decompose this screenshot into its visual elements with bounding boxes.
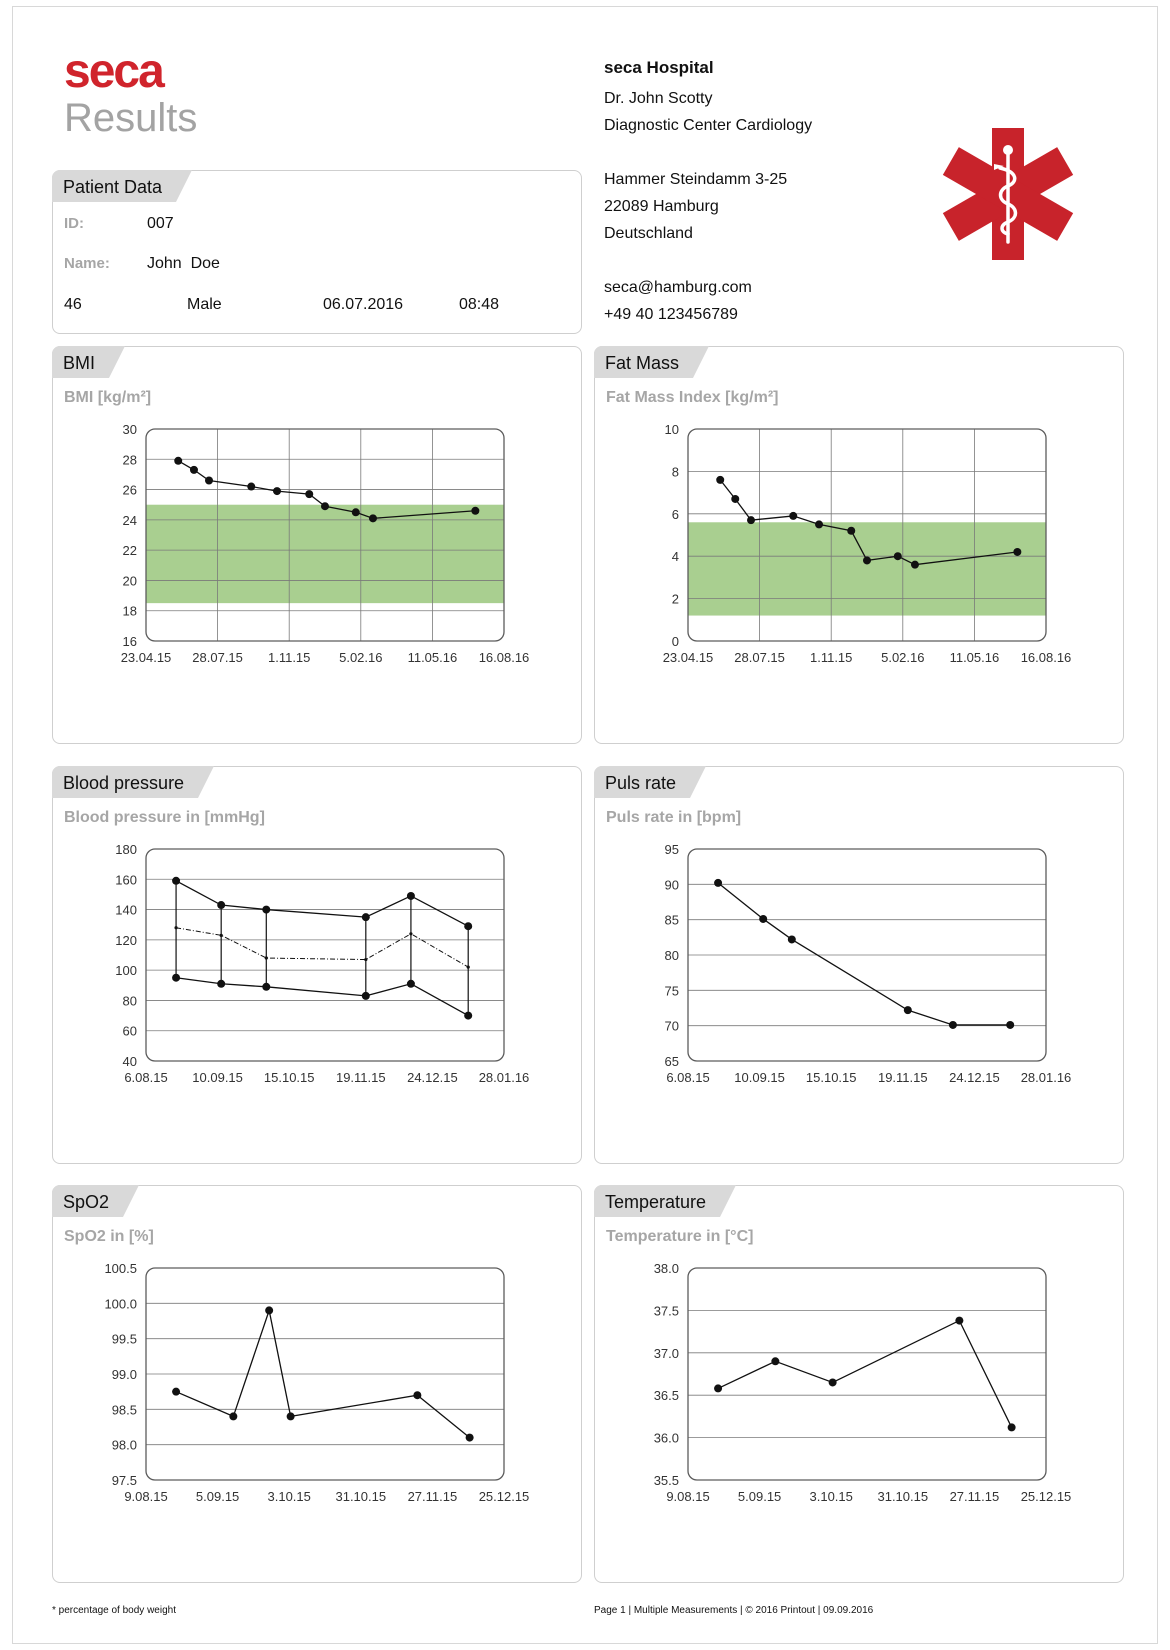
footnote: * percentage of body weight <box>52 1605 176 1616</box>
results-title: Results <box>64 96 198 140</box>
data-point <box>229 1412 237 1420</box>
department: Diagnostic Center Cardiology <box>604 117 813 134</box>
data-point <box>894 552 902 560</box>
data-point <box>172 1388 180 1396</box>
y-tick-label: 28 <box>122 452 137 468</box>
y-tick-label: 70 <box>664 1018 679 1034</box>
y-tick-label: 95 <box>664 842 679 857</box>
data-point <box>949 1021 957 1029</box>
x-tick-label: 27.11.15 <box>949 1489 1000 1504</box>
data-point <box>464 922 472 930</box>
data-point <box>321 502 329 510</box>
x-tick-label: 5.09.15 <box>195 1489 240 1504</box>
data-point <box>407 980 415 988</box>
data-point-mean <box>265 956 268 959</box>
data-point <box>174 457 182 465</box>
x-tick-label: 6.08.15 <box>666 1070 710 1085</box>
temperature-subtitle: Temperature in [°C] <box>606 1228 754 1245</box>
x-tick-label: 25.12.15 <box>1020 1489 1072 1504</box>
data-point <box>731 495 739 503</box>
x-tick-label: 28.07.15 <box>192 650 243 665</box>
data-point <box>1006 1021 1014 1029</box>
x-tick-label: 24.12.15 <box>407 1070 458 1085</box>
y-tick-label: 40 <box>122 1054 137 1069</box>
y-tick-label: 80 <box>664 948 679 963</box>
temperature-card <box>594 1185 1124 1583</box>
x-tick-label: 10.09.15 <box>192 1070 243 1085</box>
data-point <box>287 1412 295 1420</box>
fat-mass-tab: Fat Mass <box>594 346 693 378</box>
data-point <box>217 901 225 909</box>
date-value: 06.07.2016 <box>323 296 404 313</box>
x-tick-label: 5.02.16 <box>881 650 925 665</box>
fat-mass-card <box>594 346 1124 744</box>
data-point <box>789 512 797 520</box>
bmi-card <box>52 346 582 744</box>
id-value: 007 <box>147 215 174 232</box>
x-tick-label: 19.11.15 <box>877 1070 928 1085</box>
x-tick-label: 10.09.15 <box>734 1070 785 1085</box>
name-value: John Doe <box>147 255 220 272</box>
data-point <box>262 983 270 991</box>
y-tick-label: 160 <box>115 872 137 888</box>
y-tick-label: 37.0 <box>653 1345 679 1361</box>
data-point <box>172 974 180 982</box>
data-point <box>413 1391 421 1399</box>
data-point-mean <box>220 934 223 937</box>
y-tick-label: 80 <box>122 993 137 1009</box>
y-tick-label: 10 <box>664 422 679 437</box>
data-point <box>205 476 213 484</box>
x-tick-label: 31.10.15 <box>335 1489 387 1504</box>
age-value: 46 <box>64 296 82 313</box>
id-label: ID: <box>64 215 84 232</box>
y-tick-label: 24 <box>122 512 137 528</box>
y-tick-label: 20 <box>122 573 137 589</box>
series-line <box>718 883 1010 1025</box>
data-point <box>714 1384 722 1392</box>
y-tick-label: 100.5 <box>104 1261 137 1276</box>
data-point <box>190 466 198 474</box>
data-point <box>262 906 270 914</box>
blood-pressure-card <box>52 766 582 1164</box>
x-tick-label: 25.12.15 <box>478 1489 530 1504</box>
city: 22089 Hamburg <box>604 198 719 215</box>
data-point <box>172 877 180 885</box>
y-tick-label: 90 <box>664 877 679 893</box>
data-point <box>815 520 823 528</box>
y-tick-label: 100.0 <box>104 1296 137 1312</box>
blood-pressure-subtitle: Blood pressure in [mmHg] <box>64 809 265 826</box>
star-of-life-icon <box>940 128 1076 260</box>
doctor-name: Dr. John Scotty <box>604 90 713 107</box>
x-tick-label: 27.11.15 <box>407 1489 458 1504</box>
y-tick-label: 37.5 <box>653 1303 679 1319</box>
pulse-rate-subtitle: Puls rate in [bpm] <box>606 809 742 826</box>
x-tick-label: 15.10.15 <box>263 1070 315 1085</box>
data-point <box>407 892 415 900</box>
spo2-subtitle: SpO2 in [%] <box>64 1228 154 1245</box>
y-tick-label: 22 <box>122 543 137 559</box>
data-point <box>759 915 767 923</box>
data-point-mean <box>409 932 412 935</box>
x-tick-label: 23.04.15 <box>662 650 714 665</box>
data-point <box>352 508 360 516</box>
bmi-chart <box>53 347 581 743</box>
y-tick-label: 4 <box>671 549 679 565</box>
x-tick-label: 9.08.15 <box>124 1489 168 1504</box>
x-tick-label: 9.08.15 <box>666 1489 710 1504</box>
x-tick-label: 16.08.16 <box>478 650 530 665</box>
data-point <box>771 1357 779 1365</box>
y-tick-label: 85 <box>664 912 679 928</box>
data-point <box>904 1006 912 1014</box>
x-tick-label: 23.04.15 <box>120 650 172 665</box>
data-point <box>362 913 370 921</box>
x-tick-label: 28.07.15 <box>734 650 785 665</box>
data-point <box>911 561 919 569</box>
data-point <box>955 1317 963 1325</box>
y-tick-label: 100 <box>115 963 137 979</box>
bmi-subtitle: BMI [kg/m²] <box>64 389 152 406</box>
y-tick-label: 6 <box>671 506 679 522</box>
x-tick-label: 28.01.16 <box>1020 1070 1072 1085</box>
spo2-chart <box>53 1186 581 1582</box>
y-tick-label: 0 <box>671 634 679 649</box>
y-tick-label: 120 <box>115 932 137 948</box>
data-point <box>464 1012 472 1020</box>
data-point <box>747 516 755 524</box>
seca-logo-text: seca <box>64 45 163 98</box>
data-point <box>714 879 722 887</box>
y-tick-label: 97.5 <box>111 1473 137 1488</box>
y-tick-label: 36.5 <box>653 1388 679 1404</box>
patient-data-card <box>52 170 582 334</box>
time-value: 08:48 <box>459 296 500 313</box>
hospital-info <box>604 54 812 328</box>
pulse-rate-card <box>594 766 1124 1164</box>
y-tick-label: 140 <box>115 902 137 918</box>
y-tick-label: 38.0 <box>653 1261 679 1276</box>
blood-pressure-tab: Blood pressure <box>52 766 198 798</box>
series-line-mean <box>176 928 468 967</box>
data-point <box>829 1378 837 1386</box>
data-point <box>716 476 724 484</box>
y-tick-label: 35.5 <box>653 1473 679 1488</box>
data-point <box>788 935 796 943</box>
y-tick-label: 30 <box>122 422 137 437</box>
y-tick-label: 98.0 <box>111 1437 137 1453</box>
y-tick-label: 60 <box>122 1023 137 1039</box>
fat-mass-subtitle: Fat Mass Index [kg/m²] <box>606 389 779 406</box>
y-tick-label: 99.0 <box>111 1367 137 1382</box>
x-tick-label: 6.08.15 <box>124 1070 168 1085</box>
blood-pressure-chart <box>53 767 581 1163</box>
x-tick-label: 24.12.15 <box>949 1070 1000 1085</box>
y-tick-label: 2 <box>671 591 679 607</box>
y-tick-label: 65 <box>664 1054 679 1069</box>
email[interactable]: seca@hamburg.com <box>604 279 752 296</box>
street: Hammer Steindamm 3-25 <box>604 171 788 188</box>
x-tick-label: 28.01.16 <box>478 1070 530 1085</box>
data-point <box>1013 548 1021 556</box>
data-point <box>466 1434 474 1442</box>
temperature-tab: Temperature <box>594 1185 720 1217</box>
pulse-rate-chart <box>595 767 1123 1163</box>
y-tick-label: 98.5 <box>111 1402 137 1418</box>
y-tick-label: 75 <box>664 983 679 999</box>
spo2-card <box>52 1185 582 1583</box>
data-point <box>471 507 479 515</box>
data-point <box>265 1306 273 1314</box>
hospital-name: seca Hospital <box>604 58 714 77</box>
y-tick-label: 180 <box>115 842 137 857</box>
pulse-rate-tab: Puls rate <box>594 766 690 798</box>
x-tick-label: 11.05.16 <box>407 650 458 665</box>
fat-mass-chart <box>595 347 1123 743</box>
data-point <box>847 527 855 535</box>
x-tick-label: 5.09.15 <box>737 1489 782 1504</box>
data-point-mean <box>174 926 177 929</box>
y-tick-label: 26 <box>122 482 137 498</box>
sex-value: Male <box>187 296 222 313</box>
x-tick-label: 3.10.15 <box>809 1489 853 1504</box>
y-tick-label: 16 <box>122 634 137 649</box>
phone: +49 40 123456789 <box>604 306 738 323</box>
data-point <box>305 490 313 498</box>
y-tick-label: 18 <box>122 603 137 619</box>
data-point <box>863 556 871 564</box>
data-point <box>362 992 370 1000</box>
x-tick-label: 16.08.16 <box>1020 650 1072 665</box>
data-point-mean <box>364 958 367 961</box>
country: Deutschland <box>604 225 693 242</box>
data-point <box>217 980 225 988</box>
x-tick-label: 11.05.16 <box>949 650 1000 665</box>
y-tick-label: 36.0 <box>653 1430 679 1446</box>
y-tick-label: 8 <box>671 464 679 480</box>
patient-data-tab: Patient Data <box>52 170 176 202</box>
x-tick-label: 19.11.15 <box>335 1070 386 1085</box>
x-tick-label: 1.11.15 <box>267 650 311 665</box>
data-point-mean <box>467 966 470 969</box>
data-point <box>247 483 255 491</box>
y-tick-label: 99.5 <box>111 1331 137 1347</box>
plot-frame <box>146 849 504 1061</box>
temperature-chart <box>595 1186 1123 1582</box>
brand-logo <box>64 45 198 140</box>
bmi-tab: BMI <box>52 346 109 378</box>
spo2-tab: SpO2 <box>52 1185 123 1217</box>
normal-range-band <box>688 522 1046 615</box>
name-label: Name: <box>64 255 110 272</box>
x-tick-label: 5.02.16 <box>339 650 383 665</box>
x-tick-label: 15.10.15 <box>805 1070 857 1085</box>
series-line <box>718 1321 1012 1428</box>
page-footer: Page 1 | Multiple Measurements | © 2016 Printout | 09.09.2016 <box>594 1605 874 1616</box>
data-point <box>1008 1423 1016 1431</box>
plot-frame <box>688 1268 1046 1480</box>
x-tick-label: 1.11.15 <box>809 650 853 665</box>
x-tick-label: 3.10.15 <box>267 1489 311 1504</box>
x-tick-label: 31.10.15 <box>877 1489 929 1504</box>
data-point <box>273 487 281 495</box>
data-point <box>369 514 377 522</box>
